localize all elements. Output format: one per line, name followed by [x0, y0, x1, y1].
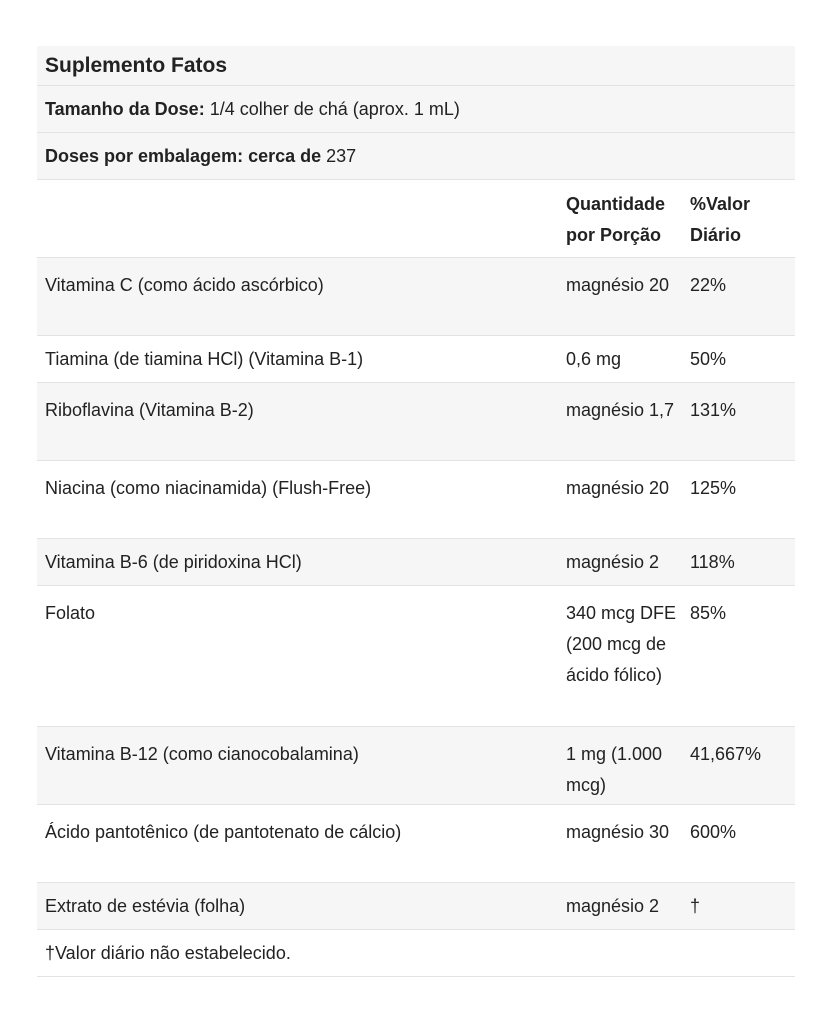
- footnote-row: [37, 930, 795, 977]
- nutrient-amount: magnésio 20: [566, 275, 670, 295]
- table-row: [37, 336, 795, 383]
- nutrient-amount: 0,6 mg: [566, 349, 622, 369]
- nutrient-daily-value: †: [690, 896, 701, 916]
- panel-title: Suplemento Fatos: [45, 53, 228, 77]
- table-row: [37, 883, 795, 930]
- serving-size-row: [37, 86, 795, 133]
- nutrient-amount: magnésio 2: [566, 552, 660, 572]
- nutrient-daily-value: 22%: [690, 275, 727, 295]
- nutrient-name: Vitamina B-6 (de piridoxina HCl): [45, 552, 302, 572]
- nutrient-daily-value: 600%: [690, 822, 737, 842]
- table-row: [37, 461, 795, 539]
- header-amount: Quantidade por Porção: [566, 194, 666, 245]
- table-row: [37, 586, 795, 727]
- nutrient-daily-value: 41,667%: [690, 744, 762, 764]
- nutrient-name: Folato: [45, 603, 96, 623]
- nutrient-name: Ácido pantotênico (de pantotenato de cálcio): [45, 822, 402, 842]
- footnote: †Valor diário não estabelecido.: [45, 942, 291, 963]
- serving-size-label: Tamanho da Dose:: [45, 98, 205, 119]
- servings-per-container-row: [37, 133, 795, 180]
- nutrient-daily-value: 118%: [690, 552, 735, 572]
- nutrient-amount: magnésio 2: [566, 896, 660, 916]
- header-daily-value: %Valor Diário: [690, 194, 751, 245]
- table-row: [37, 383, 795, 461]
- nutrient-daily-value: 125%: [690, 478, 737, 498]
- nutrient-name: Extrato de estévia (folha): [45, 896, 246, 916]
- nutrient-amount: magnésio 30: [566, 822, 670, 842]
- table-row: [37, 805, 795, 883]
- nutrient-name: Vitamina B-12 (como cianocobalamina): [45, 744, 359, 764]
- supplement-facts-panel: [37, 46, 795, 977]
- nutrient-daily-value: 131%: [690, 400, 737, 420]
- nutrient-amount: magnésio 1,7: [566, 400, 675, 420]
- nutrient-amount: magnésio 20: [566, 478, 670, 498]
- nutrient-amount: 1 mg (1.000 mcg): [566, 744, 663, 795]
- nutrient-name: Tiamina (de tiamina HCl) (Vitamina B-1): [45, 349, 364, 369]
- nutrient-amount: 340 mcg DFE (200 mcg de ácido fólico): [566, 603, 677, 685]
- servings-per-container-label: Doses por embalagem: cerca de: [45, 145, 322, 166]
- servings-per-container-value: 237: [326, 145, 357, 166]
- table-row: [37, 727, 795, 805]
- panel-title-row: [37, 46, 795, 86]
- nutrient-name: Niacina (como niacinamida) (Flush-Free): [45, 478, 372, 498]
- nutrient-daily-value: 50%: [690, 349, 727, 369]
- serving-size-value: 1/4 colher de chá (aprox. 1 mL): [209, 98, 460, 119]
- nutrient-name: Vitamina C (como ácido ascórbico): [45, 275, 324, 295]
- nutrient-name: Riboflavina (Vitamina B-2): [45, 400, 254, 420]
- table-row: [37, 258, 795, 336]
- table-header-row: [37, 180, 795, 258]
- nutrient-daily-value: 85%: [690, 603, 727, 623]
- table-row: [37, 539, 795, 586]
